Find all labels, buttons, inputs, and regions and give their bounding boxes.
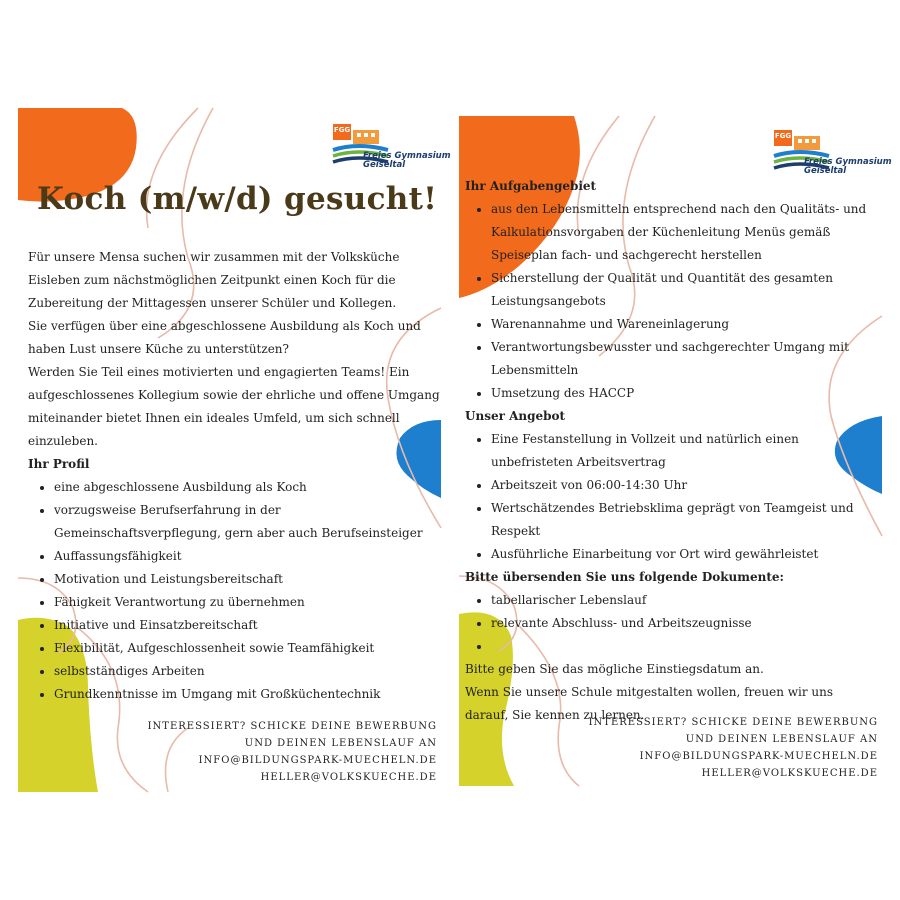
contact-email-link[interactable]: HELLER@VOLKSKUECHE.DE — [701, 768, 878, 779]
intro-paragraph-2: Sie verfügen über eine abgeschlossene Ausbildung als Koch und haben Lust unsere Küche zu unterstützen? — [28, 319, 421, 356]
profile-heading: Ihr Profil — [28, 457, 90, 471]
contact-line: INTERESSIERT? SCHICKE DEINE BEWERBUNG — [147, 721, 437, 732]
contact-email-link[interactable]: INFO@BILDUNGSPARK-MUECHELN.DE — [639, 751, 878, 762]
list-item: • Fähigkeit Verantwortung zu übernehmen — [54, 591, 440, 614]
outro-paragraph-2: Wenn Sie unsere Schule mitgestalten wollen, freuen wir uns darauf, Sie kennen zu lernen. — [465, 685, 834, 722]
list-item: • Grundkenntnisse im Umgang mit Großküchentechnik — [54, 683, 440, 706]
list-item: • eine abgeschlossene Ausbildung als Koch — [54, 476, 440, 499]
list-item: • vorzugsweise Berufserfahrung in der Gemeinschaftsverpflegung, gern aber auch Berufseinsteiger — [54, 499, 440, 545]
offer-list — [465, 428, 879, 566]
list-item: • aus den Lebensmitteln entsprechend nach den Qualitäts- und Kalkulationsvorgaben der Küchenleitung Menüs gemäß Speiseplan fach- und sachgerecht herstellen — [491, 198, 879, 267]
list-item: • Verantwortungsbewusster und sachgerechter Umgang mit Lebensmitteln — [491, 336, 879, 382]
logo-badge: FGG — [333, 126, 351, 134]
tasks-list — [465, 198, 879, 405]
page1-body — [28, 246, 440, 706]
contact-email-link[interactable]: INFO@BILDUNGSPARK-MUECHELN.DE — [198, 755, 437, 766]
list-item: • Arbeitszeit von 06:00-14:30 Uhr — [491, 474, 879, 497]
intro-paragraph-3: Werden Sie Teil eines motivierten und engagierten Teams! Ein aufgeschlossenes Kollegium sowie der ehrliche und offene Umgang miteinander bietet Ihnen ein ideales Umfeld, um sich schnell einzuleben. — [28, 365, 440, 448]
list-item: • Sicherstellung der Qualität und Quantität des gesamten Leistungsangebots — [491, 267, 879, 313]
logo-name: Freies Gymnasium Geiseltal — [363, 151, 451, 170]
list-item: • Umsetzung des HACCP — [491, 382, 879, 405]
list-item: • Flexibilität, Aufgeschlossenheit sowie Teamfähigkeit — [54, 637, 440, 660]
list-item: • Auffassungsfähigkeit — [54, 545, 440, 568]
list-item — [491, 635, 879, 658]
list-item: • Wertschätzendes Betriebsklima geprägt von Teamgeist und Respekt — [491, 497, 879, 543]
contact-line: UND DEINEN LEBENSLAUF AN — [244, 738, 437, 749]
logo-badge: FGG — [774, 132, 792, 140]
list-item: • Eine Festanstellung in Vollzeit und natürlich einen unbefristeten Arbeitsvertrag — [491, 428, 879, 474]
flyer-page-1 — [18, 108, 451, 792]
list-item: • selbstständiges Arbeiten — [54, 660, 440, 683]
contact-line: UND DEINEN LEBENSLAUF AN — [685, 734, 878, 745]
list-item: • relevante Abschluss- und Arbeitszeugnisse — [491, 612, 879, 635]
offer-heading: Unser Angebot — [465, 409, 566, 423]
contact-block — [148, 718, 437, 786]
page-title: Koch (m/w/d) gesucht! — [37, 181, 438, 217]
flyer-page-2 — [459, 116, 892, 786]
school-logo — [333, 124, 451, 180]
docs-list — [465, 589, 879, 658]
contact-line: INTERESSIERT? SCHICKE DEINE BEWERBUNG — [588, 717, 878, 728]
contact-email-link[interactable]: HELLER@VOLKSKUECHE.DE — [260, 772, 437, 783]
list-item: • Initiative und Einsatzbereitschaft — [54, 614, 440, 637]
page2-body — [465, 175, 879, 727]
profile-list — [28, 476, 440, 706]
list-item: • tabellarischer Lebenslauf — [491, 589, 879, 612]
list-item: • Warenannahme und Wareneinlagerung — [491, 313, 879, 336]
list-item: • Ausführliche Einarbeitung vor Ort wird gewährleistet — [491, 543, 879, 566]
tasks-heading: Ihr Aufgabengebiet — [465, 179, 597, 193]
logo-name: Freies Gymnasium Geiseltal — [804, 157, 892, 176]
intro-paragraph-1: Für unsere Mensa suchen wir zusammen mit der Volksküche Eisleben zum nächstmöglichen Zeitpunkt einen Koch für die Zubereitung der Mittagessen unserer Schüler und Kollegen. — [28, 250, 400, 310]
contact-block — [589, 714, 878, 782]
list-item: • Motivation und Leistungsbereitschaft — [54, 568, 440, 591]
outro-paragraph-1: Bitte geben Sie das mögliche Einstiegsdatum an. — [465, 662, 764, 676]
docs-heading: Bitte übersenden Sie uns folgende Dokumente: — [465, 570, 784, 584]
